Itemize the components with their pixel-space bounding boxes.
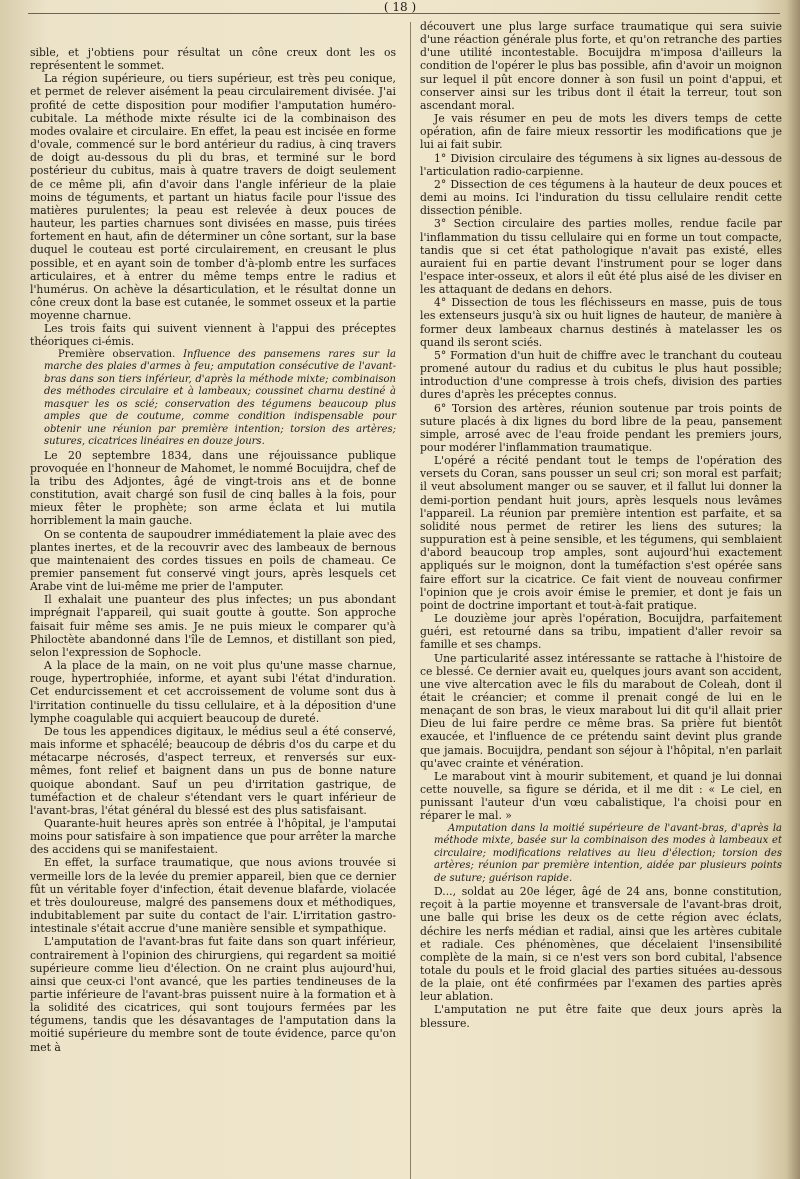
right-column (420, 20, 782, 1030)
paragraph: L'opéré a récité pendant tout le temps de l'opération des versets du Coran, sans pousser un seul cri; son moral est parfait; il veut absolument manger ou se sauver, et il fallut lui donner la demi-portion pendant huit jours, après lesquels nous levâmes l'appareil. La réunion par première intention est parfaite, et sa solidité nous permet de retirer les liens des sutures; la suppuration est à peine sensible, et les tégumens, qui semblaient d'abord beaucoup trop amples, sont aujourd'hui exactement appliqués sur le moignon, dont la tuméfaction s'est opérée sans faire effort sur la cicatrice. Ce fait vient de nouveau confirmer l'opinion que je crois avoir émise le premier, et dont je fais un point de doctrine important et tout-à-fait pratique. (420, 454, 782, 612)
paragraph: A la place de la main, on ne voit plus qu'une masse charnue, rouge, hypertrophiée, informe, et ayant subi l'état d'induration. Cet endurcissement et cet accroissement de volume sont dus à l'irritation continuelle du tissu cellulaire, et à la déposition d'une lymphe coagulable qui acquiert beaucoup de dureté. (30, 659, 396, 725)
paragraph: Le marabout vint à mourir subitement, et quand je lui donnai cette nouvelle, sa figure se dérida, et il me dit : « Le ciel, en punissant l'auteur d'un vœu cabalistique, l'a choisi pour en réparer le mal. » (420, 769, 782, 823)
step-3: 3° Section circulaire des parties molles, rendue facile par l'inflammation du tissu cellulaire qui en forme un tout compacte, tandis que si cet état pathologique n'avait pas existé, elles auraient fui en partie devant l'instrument pour se loger dans l'espace inter-osseux, et alors il eût été plus aisé de les diviser en les attaquant de dedans en dehors. (420, 217, 782, 297)
paragraph: sible, et j'obtiens pour résultat un cône creux dont les os représentent le sommet. (30, 46, 396, 73)
step-5: 5° Formation d'un huit de chiffre avec le tranchant du couteau promené autour du radius et du cubitus le plus haut possible; introduction d'une compresse à trois chefs, division des parties dures d'après les préceptes connus. (420, 348, 782, 402)
paragraph: D..., soldat au 20e léger, âgé de 24 ans, bonne constitution, reçoit à la partie moyenne et transversale de l'avant-bras droit, une balle qui brise les deux os de cette région avec éclats, déchire les nerfs médian et radial, ainsi que les artères cubitale et radiale. Ces phénomènes, que décelaient l'insensibilité complète de la main, si ce n'est vers son bord cubital, l'absence totale du pouls et le froid glacial des parties situées au-dessous de la plaie, ont été confirmées par l'examen des parties après leur ablation. (420, 885, 782, 1004)
observation-heading: Amputation dans la moitié supérieure de l'avant-bras, d'après la méthode mixte, basée sur la combinaison des modes à lambeaux et circulaire; modifications relatives au lieu d'élection; torsion des artères; réunion par première intention, aidée par plusieurs points de suture; guérison rapide. (434, 822, 782, 884)
step-1: 1° Division circulaire des tégumens à six lignes au-dessous de l'articulation radio-carpienne. (420, 151, 782, 178)
paragraph: On se contenta de saupoudrer immédiatement la plaie avec des plantes inertes, et de la recouvrir avec des lambeaux de bernous que maintenaient des cordes tissues en poils de chameau. Ce premier pansement fut conservé vingt jours, après lesquels cet Arabe vint de lui-même me prier de l'amputer. (30, 527, 396, 594)
paragraph: Une particularité assez intéressante se rattache à l'histoire de ce blessé. Ce dernier avait eu, quelques jours avant son accident, une vive altercation avec le fils du marabout de Coleah, dont il était le créancier; et comme il prenait congé de lui en le menaçant de son bras, le vieux marabout lui dit qu'il allait prier Dieu de lui faire perdre ce même bras. Sa prière fut bientôt exaucée, et l'influence de ce prétendu saint devint plus grande que jamais. Bocuijdra, pendant son séjour à l'hôpital, n'en parlait qu'avec crainte et vénération. (420, 651, 782, 770)
step-6: 6° Torsion des artères, réunion soutenue par trois points de suture placés à dix lignes du bord libre de la peau, pansement simple, arrosé avec de l'eau froide pendant les premiers jours, pour modérer l'inflammation traumatique. (420, 401, 782, 454)
header-rule (28, 13, 780, 14)
column-divider (410, 22, 411, 1179)
paragraph: Le 20 septembre 1834, dans une réjouissance publique provoquée en l'honneur de Mahomet, le nommé Bocuijdra, chef de la tribu des Adjontes, âgé de vingt-trois ans et de bonne constitution, avait chargé son fusil de cinq balles à la fois, pour mieux fêter le prophète; son arme éclata et lui mutila horriblement la main gauche. (30, 448, 397, 528)
page-number: ( 18 ) (383, 0, 417, 14)
observation-lead: Première observation. (58, 348, 176, 360)
paragraph: L'amputation de l'avant-bras fut faite dans son quart inférieur, contrairement à l'opinion des chirurgiens, qui regardent sa moitié supérieure comme lieu d'élection. On ne craint plus aujourd'hui, ainsi que ceux-ci l'ont avancé, que les parties tendineuses de la partie inférieure de l'avant-bras puissent nuire à la formation et à la solidité des cicatrices, qui sont toujours fermées par les tégumens, tandis que les désavantages de l'amputation dans la moitié supérieure du membre sont de toute évidence, parce qu'on met à (30, 935, 396, 1054)
step-4: 4° Dissection de tous les fléchisseurs en masse, puis de tous les extenseurs jusqu'à six ou huit lignes de hauteur, de manière à former deux lambeaux charnus destinés à matelasser les os quand ils seront sciés. (420, 296, 782, 349)
paragraph: En effet, la surface traumatique, que nous avions trouvée si vermeille lors de la levée du premier appareil, bien que ce dernier fût un véritable foyer d'infection, était devenue blafarde, violacée et très douloureuse, malgré des pansemens doux et méthodiques, indubitablement par suite du contact de l'air. L'irritation gastro-intestinale s'était accrue d'une manière sensible et sympathique. (30, 856, 396, 936)
observation-summary: Influence des pansemens rares sur la marche des plaies d'armes à feu; amputation consécutive de l'avant-bras dans son tiers inférieur, d'après la méthode mixte; combinaison des méthodes circulaire et à lambeaux; coussinet charnu destiné à masquer les os scié; conservation des tégumens beaucoup plus amples que de coutume, comme condition indispensable pour obtenir une réunion par première intention; torsion des artères; sutures, cicatrices linéaires en douze jours. (44, 348, 397, 448)
observation-heading (30, 349, 396, 449)
paragraph: Il exhalait une puanteur des plus infectes; un pus abondant imprégnait l'appareil, qui suait goutte à goutte. Son approche faisait fuir même ses amis. Je ne puis mieux le comparer qu'à Philoctète abandonné dans l'île de Lemnos, et distillant son pied, selon l'expression de Sophocle. (30, 593, 396, 659)
paragraph: La région supérieure, ou tiers supérieur, est très peu conique, et permet de relever aisément la peau circulairement divisée. J'ai profité de cette disposition pour modifier l'amputation huméro-cubitale. La méthode mixte résulte ici de la combinaison des modes ovalaire et circulaire. En effet, la peau est incisée en forme d'ovale, commencé sur le bord antérieur du radius, à cinq travers de doigt au-dessous du pli du bras, et terminé sur le bord postérieur du cubitus, mais à quatre travers de doigt seulement de ce même pli, afin d'avoir dans l'angle inférieur de la plaie moins de téguments, et partant un hiatus facile pour l'issue des matières purulentes; la peau est relevée à deux pouces de hauteur, les parties charnues sont divisées en masse, puis tirées fortement en haut, afin de déterminer un cône sortant, sur la base duquel le couteau est porté circulairement, en creusant le plus possible, et en ayant soin de tomber d'à-plomb entre les surfaces articulaires, et à entrer du même temps entre le radius et l'humérus. On achève la désarticulation, et le résultat donne un cône creux dont la base est cutanée, le sommet osseux et la partie moyenne charnue. (30, 72, 396, 323)
paragraph: découvert une plus large surface traumatique qui sera suivie d'une réaction générale plus forte, et qu'on retranche des parties d'une utilité incontestable. Bocuijdra m'imposa d'ailleurs la condition de l'opérer le plus bas possible, afin d'avoir un moignon sur lequel il pût encore donner à son fusil un point d'appui, et conserver ainsi sur les tribus dont il était la terreur, tout son ascendant moral. (420, 20, 782, 112)
paragraph: Quarante-huit heures après son entrée à l'hôpital, je l'amputai moins pour satisfaire à son impatience que pour arrêter la marche des accidens qui se manifestaient. (30, 816, 396, 857)
paragraph: Je vais résumer en peu de mots les divers temps de cette opération, afin de faire mieux ressortir les modifications que je lui ai fait subir. (420, 112, 782, 152)
paragraph: Les trois faits qui suivent viennent à l'appui des préceptes théoriques ci-émis. (30, 322, 396, 349)
left-column (30, 46, 396, 1054)
page-edge-shadow (786, 0, 800, 1179)
paragraph: De tous les appendices digitaux, le médius seul a été conservé, mais informe et sphacélé; beaucoup de débris d'os du carpe et du métacarpe nécrosés, d'aspect terreux, et renversés sur eux-mêmes, font relief et baignent dans un pus de bonne nature quoique abondant. Sauf un peu d'irritation gastrique, de tuméfaction et de chaleur s'étendant vers le quart inférieur de l'avant-bras, l'état général du blessé est des plus satisfaisant. (30, 724, 396, 817)
paragraph: Le douzième jour après l'opération, Bocuijdra, parfaitement guéri, est retourné dans sa tribu, impatient d'aller revoir sa famille et ses champs. (420, 612, 782, 652)
paragraph: L'amputation ne put être faite que deux jours après la blessure. (420, 1003, 782, 1030)
step-2: 2° Dissection de ces tégumens à la hauteur de deux pouces et demi au moins. Ici l'induration du tissu cellulaire rendit cette dissection pénible. (420, 177, 782, 218)
